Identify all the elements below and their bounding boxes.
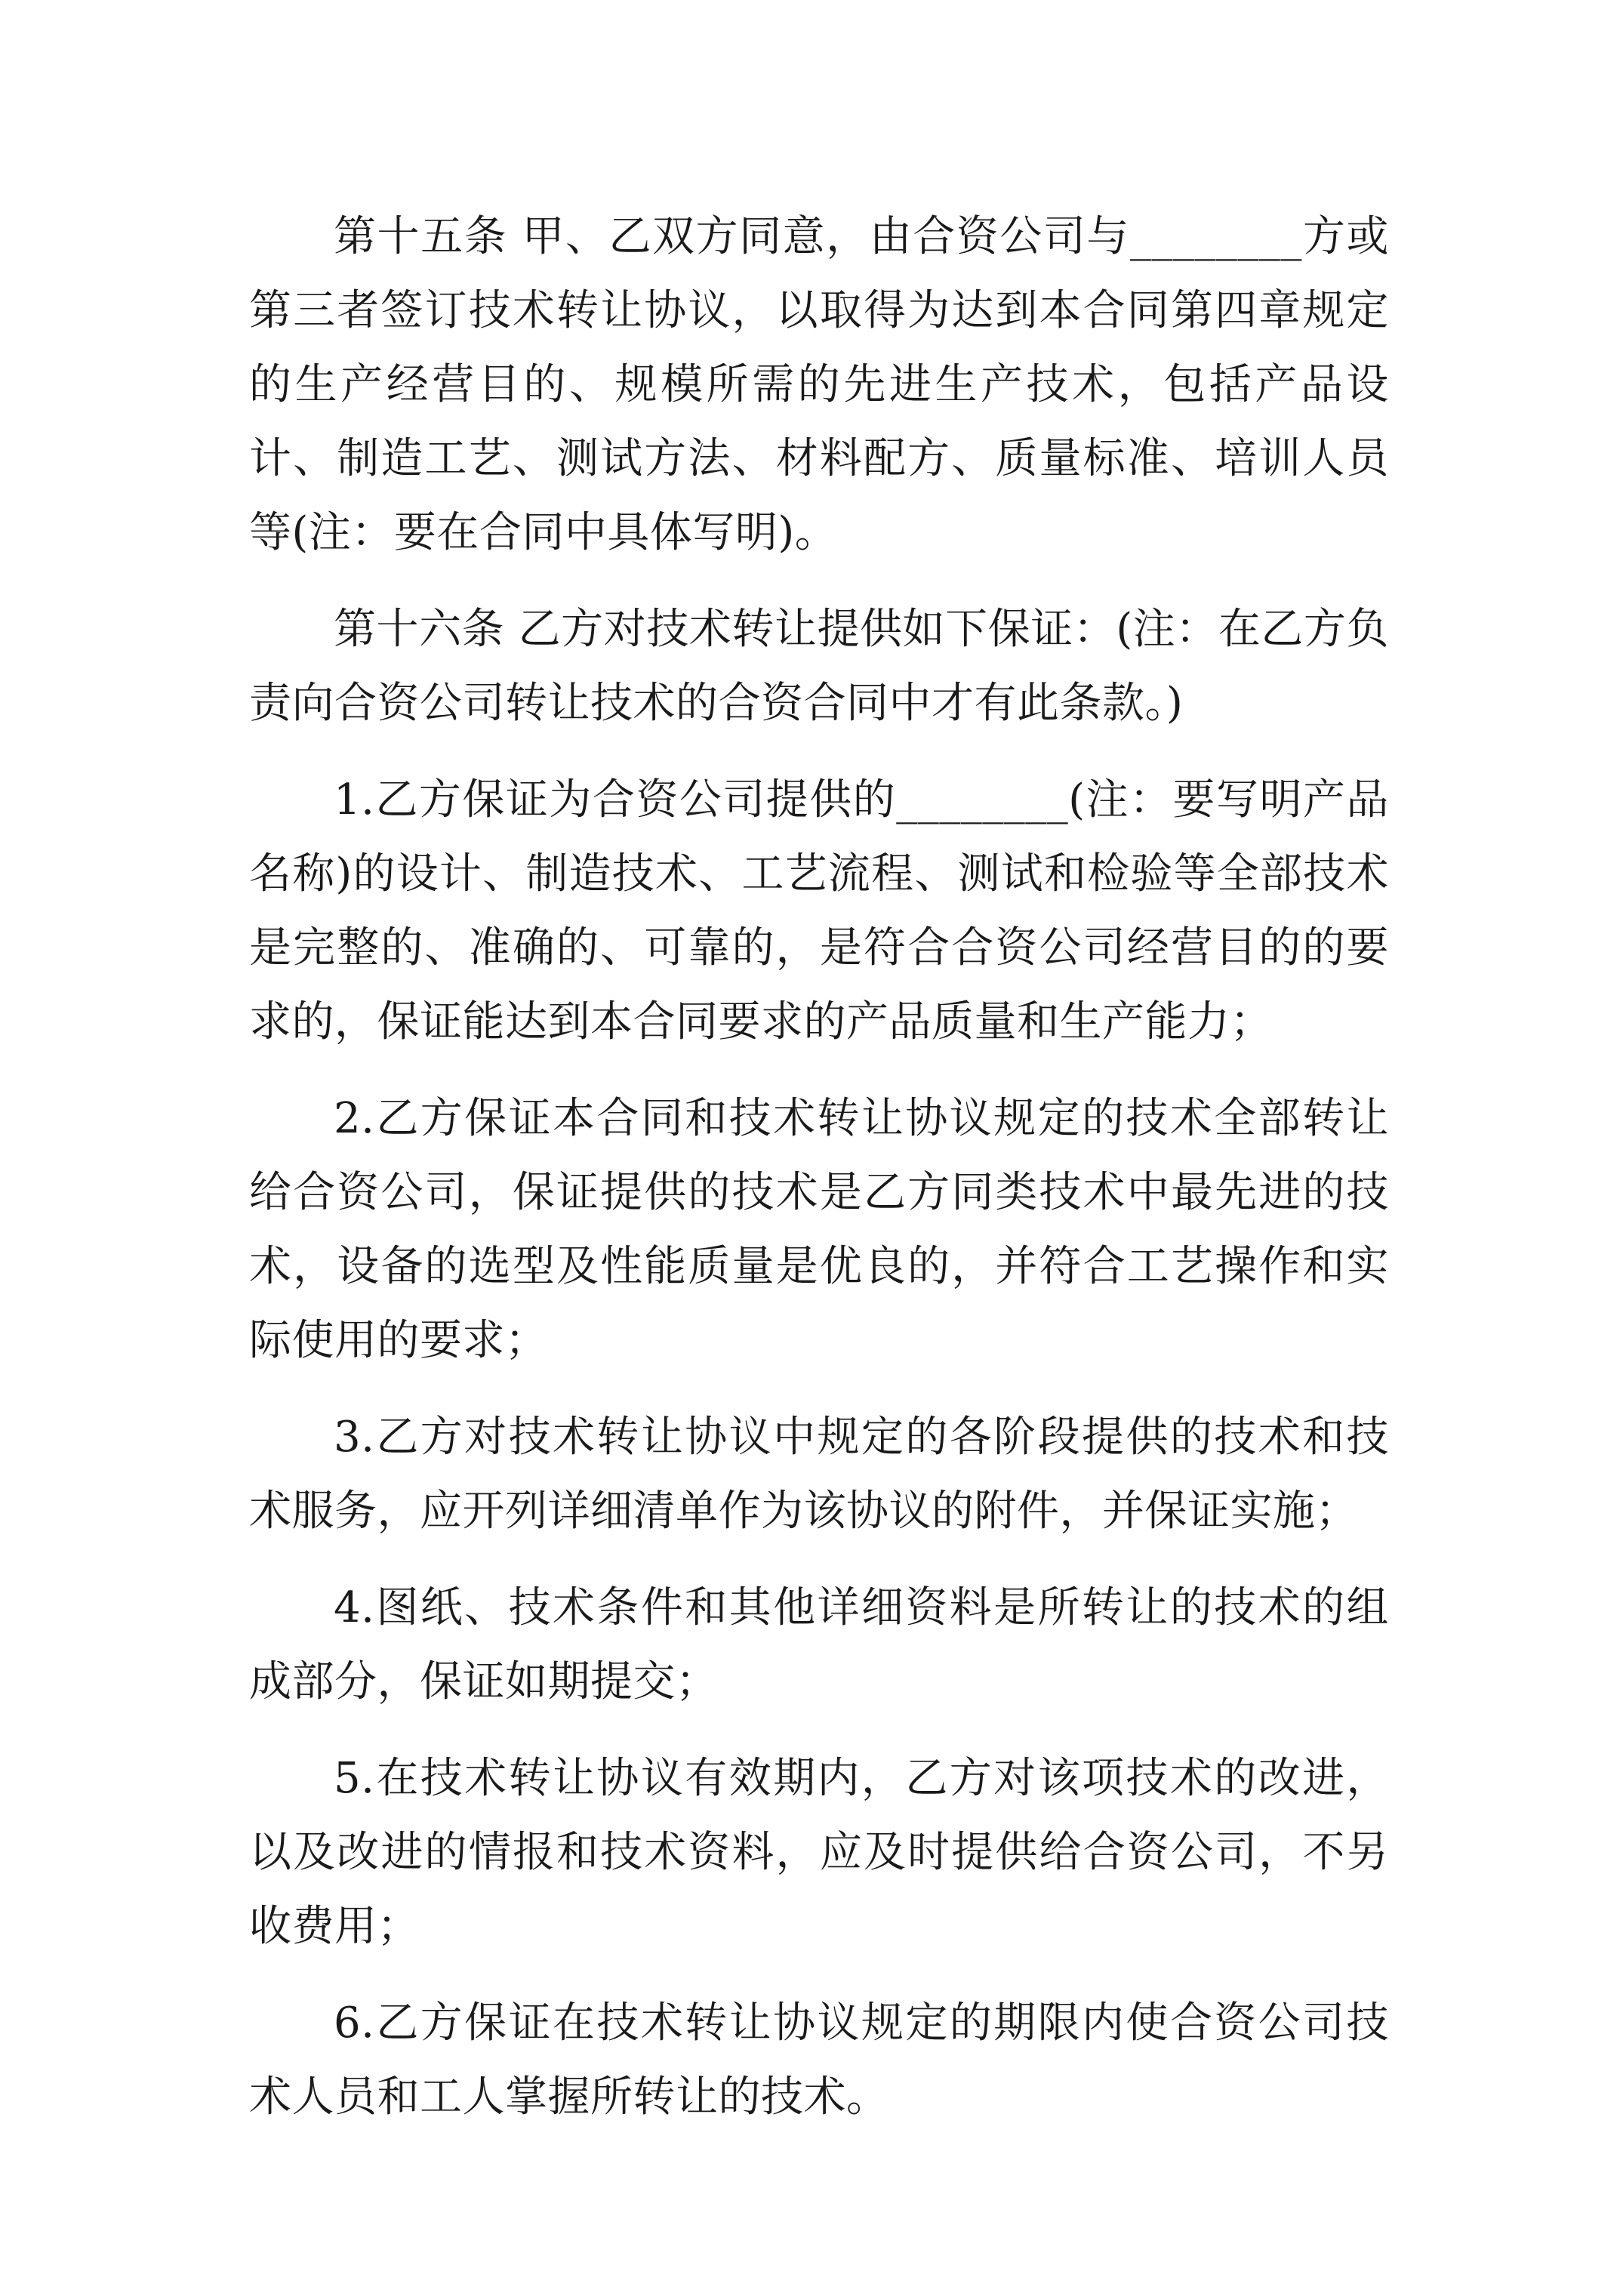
- paragraph-item-2: 2.乙方保证本合同和技术转让协议规定的技术全部转让给合资公司，保证提供的技术是乙方同类技术中最先进的技术，设备的选型及性能质量是优良的，并符合工艺操作和实际使用的要求；: [249, 1094, 1389, 1365]
- paragraph-item-6: 6.乙方保证在技术转让协议规定的期限内使合资公司技术人员和工人掌握所转让的技术。: [249, 1999, 1389, 2122]
- paragraph-item-5: 5.在技术转让协议有效期内，乙方对该项技术的改进，以及改进的情报和技术资料，应及时提供给合资公司，不另收费用；: [249, 1754, 1389, 1951]
- document-body: [249, 200, 1389, 2157]
- paragraph-item-1: 1.乙方保证为合资公司提供的________(注：要写明产品名称)的设计、制造技术、工艺流程、测试和检验等全部技术是完整的、准确的、可靠的，是符合合资公司经营目的的要求的，保证能达到本合同要求的产品质量和生产能力；: [249, 775, 1389, 1046]
- paragraph-item-3: 3.乙方对技术转让协议中规定的各阶段提供的技术和技术服务，应开列详细清单作为该协议的附件，并保证实施；: [249, 1413, 1389, 1536]
- paragraph-item-4: 4.图纸、技术条件和其他详细资料是所转让的技术的组成部分，保证如期提交；: [249, 1583, 1389, 1706]
- paragraph-article-15: 第十五条 甲、乙双方同意，由合资公司与________方或第三者签订技术转让协议，以取得为达到本合同第四章规定的生产经营目的、规模所需的先进生产技术，包括产品设计、制造工艺、测试方法、材料配方、质量标准、培训人员等(注：要在合同中具体写明)。: [249, 212, 1389, 557]
- paragraph-article-16: 第十六条 乙方对技术转让提供如下保证：(注：在乙方负责向合资公司转让技术的合资合同中才有此条款。): [249, 605, 1389, 728]
